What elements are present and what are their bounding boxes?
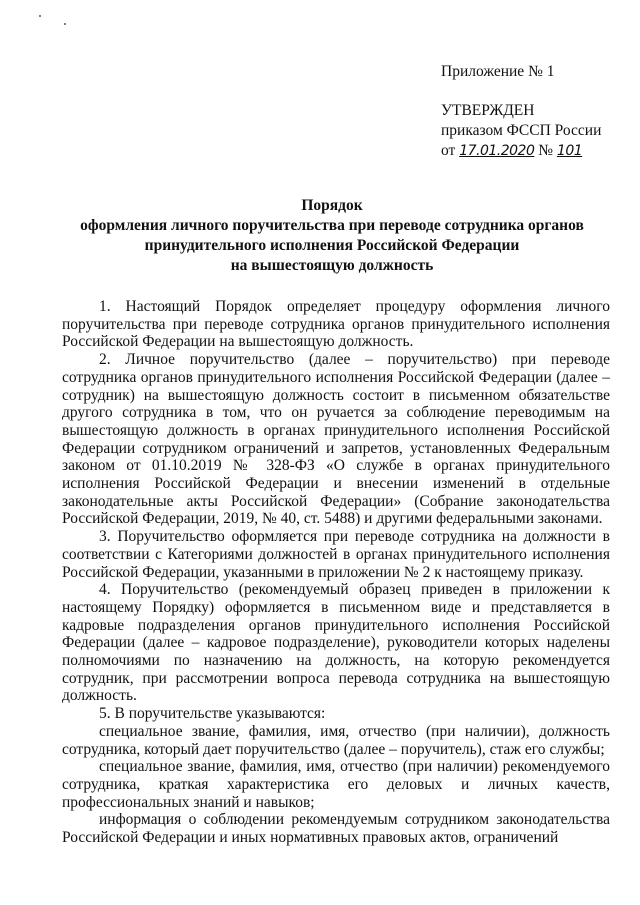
paragraph: 4. Поручительство (рекомендуемый образец приведен в приложении к настоящему Порядку) оформляется в письменном виде и представляется в кадровые подразделения органов принудительного исполнения Российской Федерации (далее – кадровое подразделение), руководители которых наделены полномочиями по назначению на должность, на которую рекомендуется сотрудник, при рассмотрении вопроса перевода сотрудника на вышестоящую должность. bbox=[62, 581, 610, 705]
approved-label: УТВЕРЖДЕН bbox=[441, 102, 535, 119]
order-date-number bbox=[441, 141, 601, 161]
title-line: оформления личного поручительства при переводе сотрудника органов bbox=[80, 217, 584, 234]
paragraph: 1. Настоящий Порядок определяет процедуру оформления личного поручительства при переводе сотрудника органов принудительного исполнения Российской Федерации на вышестоящую должность. bbox=[62, 298, 610, 351]
handwritten-number: 101 bbox=[556, 143, 583, 159]
date-prefix: от bbox=[441, 142, 456, 159]
scan-speck bbox=[64, 23, 66, 25]
order-issuer: приказом ФССП России bbox=[441, 122, 602, 139]
approval-block bbox=[441, 62, 601, 161]
paragraph: специальное звание, фамилия, имя, отчество (при наличии) рекомендуемого сотрудника, краткая характеристика его деловых и личных качеств, профессиональных знаний и навыков; bbox=[62, 758, 610, 811]
handwritten-date: 17.01.2020 bbox=[459, 143, 535, 159]
appendix-label: Приложение № 1 bbox=[441, 63, 555, 80]
document-body bbox=[62, 298, 610, 847]
document-title bbox=[62, 196, 602, 276]
title-line: на вышестоящую должность bbox=[230, 257, 434, 274]
paragraph: специальное звание, фамилия, имя, отчество (при наличии), должность сотрудника, который дает поручительство (далее – поручитель), стаж его службы; bbox=[62, 722, 610, 758]
paragraph: 2. Личное поручительство (далее – поручительство) при переводе сотрудника органов принудительного исполнения Российской Федерации (далее – сотрудник) на вышестоящую должность состоит в письменном обязательстве другого сотрудника в том, что он ручается за соблюдение переводимым на вышестоящую должность в органах принудительного исполнения Российской Федерации сотрудником ограничений и запретов, установленных Федеральным законом от 01.10.2019 № 328-ФЗ «О службе в органах принудительного исполнения Российской Федерации и внесении изменений в отдельные законодательные акты Российской Федерации» (Собрание законодательства Российской Федерации, 2019, № 40, ст. 5488) и другими федеральными законами. bbox=[62, 351, 610, 528]
title-line: принудительного исполнения Российской Федерации bbox=[144, 237, 520, 254]
paragraph: 3. Поручительство оформляется при переводе сотрудника на должности в соответствии с Категориями должностей в органах принудительного исполнения Российской Федерации, указанными в приложении № 2 к настоящему приказу. bbox=[62, 528, 610, 581]
title-line: Порядок bbox=[301, 197, 363, 214]
paragraph: информация о соблюдении рекомендуемым сотрудником законодательства Российской Федерации и иных нормативных правовых актов, ограничений bbox=[62, 811, 610, 847]
paragraph: 5. В поручительстве указываются: bbox=[99, 705, 326, 723]
number-prefix: № bbox=[538, 142, 554, 159]
scan-speck bbox=[39, 15, 41, 17]
